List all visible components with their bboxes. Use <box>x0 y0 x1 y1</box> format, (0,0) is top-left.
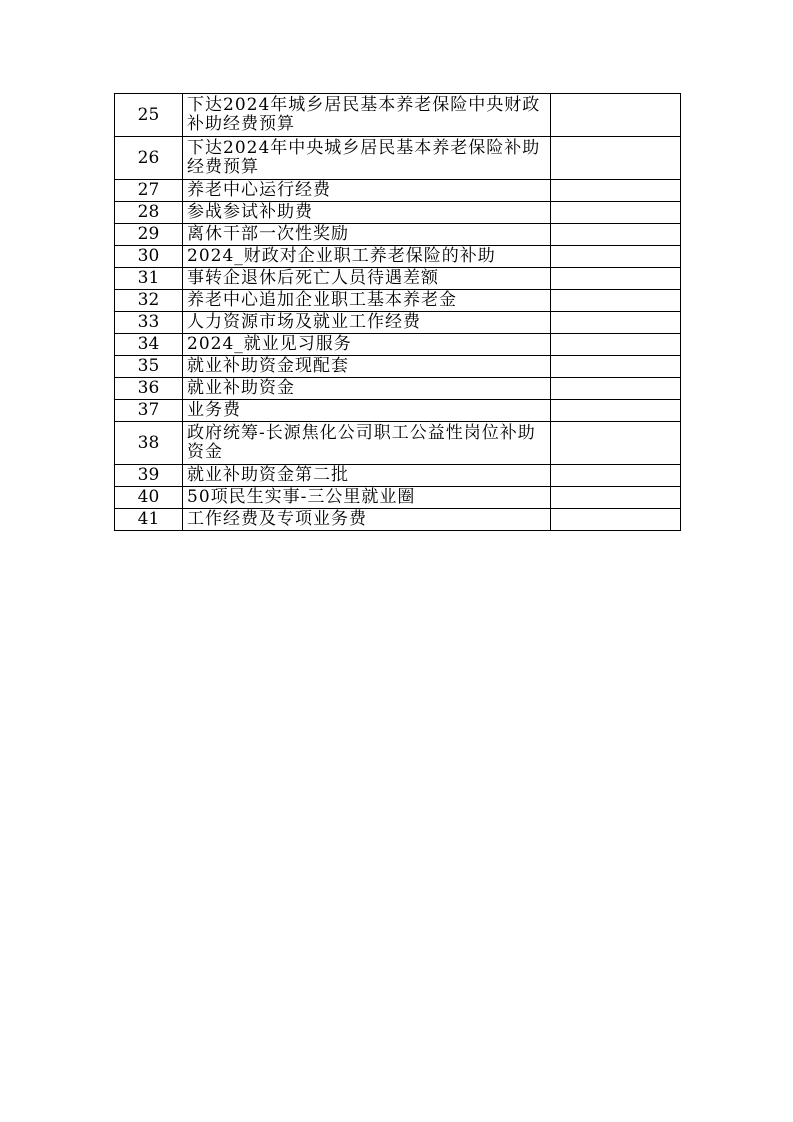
row-number: 38 <box>115 422 183 465</box>
amount-cell <box>551 487 681 509</box>
table-row <box>115 246 681 268</box>
item-name: 就业补助资金第二批 <box>183 465 551 487</box>
row-number: 41 <box>115 509 183 531</box>
item-name: 养老中心运行经费 <box>183 180 551 202</box>
item-name: 业务费 <box>183 400 551 422</box>
table-row <box>115 378 681 400</box>
row-number: 29 <box>115 224 183 246</box>
item-name: 事转企退休后死亡人员待遇差额 <box>183 268 551 290</box>
table-row <box>115 422 681 465</box>
fund-items-table <box>114 93 681 531</box>
row-number: 26 <box>115 137 183 180</box>
amount-cell <box>551 290 681 312</box>
table-row <box>115 224 681 246</box>
amount-cell <box>551 465 681 487</box>
amount-cell <box>551 509 681 531</box>
row-number: 34 <box>115 334 183 356</box>
amount-cell <box>551 202 681 224</box>
item-name: 就业补助资金现配套 <box>183 356 551 378</box>
table-row <box>115 290 681 312</box>
table-row <box>115 94 681 137</box>
document-table-container <box>114 93 681 531</box>
item-name: 参战参试补助费 <box>183 202 551 224</box>
row-number: 32 <box>115 290 183 312</box>
table-row <box>115 465 681 487</box>
row-number: 30 <box>115 246 183 268</box>
item-name: 2024_就业见习服务 <box>183 334 551 356</box>
row-number: 40 <box>115 487 183 509</box>
item-name: 2024_财政对企业职工养老保险的补助 <box>183 246 551 268</box>
row-number: 25 <box>115 94 183 137</box>
item-name: 50项民生实事-三公里就业圈 <box>183 487 551 509</box>
amount-cell <box>551 400 681 422</box>
amount-cell <box>551 137 681 180</box>
table-row <box>115 400 681 422</box>
amount-cell <box>551 356 681 378</box>
table-row <box>115 334 681 356</box>
row-number: 39 <box>115 465 183 487</box>
item-name: 养老中心追加企业职工基本养老金 <box>183 290 551 312</box>
table-row <box>115 487 681 509</box>
amount-cell <box>551 422 681 465</box>
amount-cell <box>551 378 681 400</box>
table-row <box>115 268 681 290</box>
item-name: 就业补助资金 <box>183 378 551 400</box>
table-row <box>115 180 681 202</box>
row-number: 36 <box>115 378 183 400</box>
amount-cell <box>551 246 681 268</box>
item-name: 工作经费及专项业务费 <box>183 509 551 531</box>
row-number: 27 <box>115 180 183 202</box>
row-number: 28 <box>115 202 183 224</box>
amount-cell <box>551 334 681 356</box>
table-row <box>115 356 681 378</box>
row-number: 33 <box>115 312 183 334</box>
item-name: 下达2024年城乡居民基本养老保险中央财政补助经费预算 <box>183 94 551 137</box>
row-number: 37 <box>115 400 183 422</box>
item-name: 离休干部一次性奖励 <box>183 224 551 246</box>
row-number: 31 <box>115 268 183 290</box>
row-number: 35 <box>115 356 183 378</box>
item-name: 政府统筹-长源焦化公司职工公益性岗位补助资金 <box>183 422 551 465</box>
amount-cell <box>551 224 681 246</box>
amount-cell <box>551 268 681 290</box>
table-row <box>115 202 681 224</box>
amount-cell <box>551 312 681 334</box>
table-row <box>115 137 681 180</box>
amount-cell <box>551 180 681 202</box>
item-name: 人力资源市场及就业工作经费 <box>183 312 551 334</box>
item-name: 下达2024年中央城乡居民基本养老保险补助经费预算 <box>183 137 551 180</box>
amount-cell <box>551 94 681 137</box>
table-row <box>115 312 681 334</box>
table-row <box>115 509 681 531</box>
